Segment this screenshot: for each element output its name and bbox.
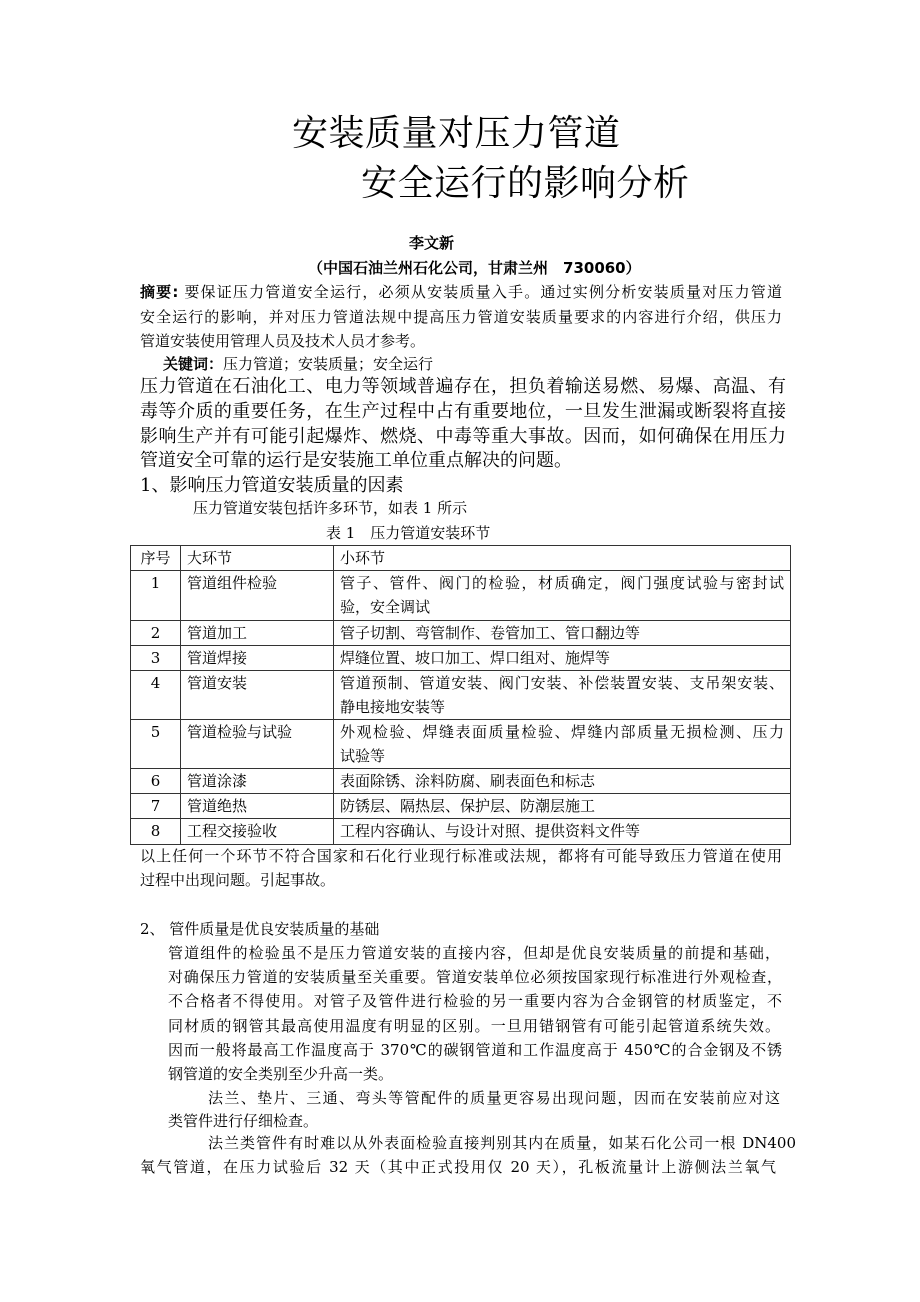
minor-line: 试验等 xyxy=(340,747,386,765)
intro-line: 影响生产并有可能引起爆炸、燃烧、中毒等重大事故。因而，如何确保在用压力 xyxy=(140,426,786,447)
row-number: 4 xyxy=(131,671,181,720)
section-1-lead: 压力管道安装包括许多环节，如表 1 所示 xyxy=(193,499,468,517)
paragraph-line: 以上任何一个环节不符合国家和石化行业现行标准或法规，都将有可能导致压力管道在使用 xyxy=(140,847,782,865)
row-minor xyxy=(334,769,791,794)
table-caption: 表 1 压力管道安装环节 xyxy=(326,524,491,542)
row-number: 6 xyxy=(131,769,181,794)
paragraph-line: 对确保压力管道的安装质量至关重要。管道安装单位必须按国家现行标准进行外观检查， xyxy=(168,968,782,986)
row-number: 2 xyxy=(131,621,181,646)
minor-line: 外观检验、焊缝表面质量检验、焊缝内部质量无损检测、压力 xyxy=(340,723,784,741)
row-number: 1 xyxy=(131,571,181,621)
paragraph-line: 法兰类管件有时难以从外表面检验直接判别其内在质量，如某石化公司一根 DN400 xyxy=(208,1134,796,1152)
paragraph-line: 不合格者不得使用。对管子及管件进行检验的另一重要内容为合金钢管的材质鉴定，不 xyxy=(168,992,782,1010)
paragraph-line: 类管件进行仔细检查。 xyxy=(168,1112,319,1130)
row-minor xyxy=(334,571,791,621)
row-number: 3 xyxy=(131,646,181,671)
table-row xyxy=(131,621,791,646)
minor-line: 管子切割、弯管制作、卷管加工、管口翻边等 xyxy=(340,624,641,642)
author: 李文新 xyxy=(409,234,455,252)
abstract-line xyxy=(140,280,782,304)
row-major: 管道安装 xyxy=(181,671,334,720)
header-cell: 大环节 xyxy=(181,546,334,571)
table-row xyxy=(131,671,791,720)
paragraph-line: 钢管道的安全类别至少升高一类。 xyxy=(168,1065,394,1083)
row-minor xyxy=(334,794,791,819)
installation-stages-table xyxy=(130,545,791,845)
minor-line: 表面除锈、涂料防腐、刷表面色和标志 xyxy=(340,772,596,790)
title-line-1: 安装质量对压力管道 xyxy=(292,113,621,154)
section-1-heading: 1、影响压力管道安装质量的因素 xyxy=(140,475,404,496)
row-minor xyxy=(334,646,791,671)
header-cell: 序号 xyxy=(131,546,181,571)
row-minor xyxy=(334,819,791,845)
minor-line: 工程内容确认、与设计对照、提供资料文件等 xyxy=(340,822,641,840)
minor-line: 验，安全调试 xyxy=(340,598,431,616)
section-2-heading: 2、 管件质量是优良安装质量的基础 xyxy=(140,920,380,938)
paragraph-line: 法兰、垫片、三通、弯头等管配件的质量更容易出现问题，因而在安装前应对这 xyxy=(208,1089,780,1107)
row-number: 7 xyxy=(131,794,181,819)
title-line-2: 安全运行的影响分析 xyxy=(361,163,690,204)
paragraph-line: 因而一般将最高工作温度高于 370℃的碳钢管道和工作温度高于 450℃的合金钢及不锈 xyxy=(168,1041,782,1059)
table-header-row xyxy=(131,546,791,571)
keywords xyxy=(163,352,433,376)
paragraph-line: 过程中出现问题。引起事故。 xyxy=(140,871,336,889)
row-major: 管道加工 xyxy=(181,621,334,646)
keywords-text: 压力管道；安装质量；安全运行 xyxy=(223,355,434,373)
row-number: 8 xyxy=(131,819,181,845)
row-minor xyxy=(334,671,791,720)
paragraph-line: 氧气管道，在压力试验后 32 天（其中正式投用仅 20 天），孔板流量计上游侧法兰氧气 xyxy=(140,1158,776,1176)
table-row xyxy=(131,720,791,769)
minor-line: 管道预制、管道安装、阀门安装、补偿装置安装、支吊架安装、 xyxy=(340,674,784,692)
minor-line: 静电接地安装等 xyxy=(340,698,446,716)
paragraph-line: 同材质的钢管其最高使用温度有明显的区别。一旦用错钢管有可能引起管道系统失效。 xyxy=(168,1017,780,1035)
intro-line: 压力管道在石油化工、电力等领域普遍存在，担负着输送易燃、易爆、高温、有 xyxy=(140,376,786,397)
keywords-label: 关键词： xyxy=(163,355,224,373)
row-major: 管道绝热 xyxy=(181,794,334,819)
row-number: 5 xyxy=(131,720,181,769)
abstract-label: 摘要: xyxy=(140,283,179,301)
affiliation: （中国石油兰州石化公司，甘肃兰州 730060） xyxy=(308,259,641,277)
abstract-text: 要保证压力管道安全运行，必须从安装质量入手。通过实例分析安装质量对压力管道 xyxy=(184,283,782,301)
row-major: 工程交接验收 xyxy=(181,819,334,845)
paragraph-line: 管道组件的检验虽不是压力管道安装的直接内容，但却是优良安装质量的前提和基础， xyxy=(168,944,780,962)
intro-line: 毒等介质的重要任务，在生产过程中占有重要地位，一旦发生泄漏或断裂将直接 xyxy=(140,401,786,422)
table-row xyxy=(131,769,791,794)
row-major: 管道涂漆 xyxy=(181,769,334,794)
row-minor xyxy=(334,720,791,769)
row-major: 管道焊接 xyxy=(181,646,334,671)
abstract-line: 安全运行的影响，并对压力管道法规中提高压力管道安装质量要求的内容进行介绍，供压力 xyxy=(140,308,782,326)
header-cell: 小环节 xyxy=(334,546,791,571)
row-major: 管道检验与试验 xyxy=(181,720,334,769)
table-row xyxy=(131,794,791,819)
table-row xyxy=(131,819,791,845)
table-row xyxy=(131,646,791,671)
intro-line: 管道安全可靠的运行是安装施工单位重点解决的问题。 xyxy=(140,450,572,471)
abstract-line: 管道安装使用管理人员及技术人员才参考。 xyxy=(140,332,426,350)
table-row xyxy=(131,571,791,621)
minor-line: 管子、管件、阀门的检验，材质确定，阀门强度试验与密封试 xyxy=(340,574,784,592)
row-major: 管道组件检验 xyxy=(181,571,334,621)
minor-line: 焊缝位置、坡口加工、焊口组对、施焊等 xyxy=(340,649,611,667)
row-minor xyxy=(334,621,791,646)
minor-line: 防锈层、隔热层、保护层、防潮层施工 xyxy=(340,797,596,815)
